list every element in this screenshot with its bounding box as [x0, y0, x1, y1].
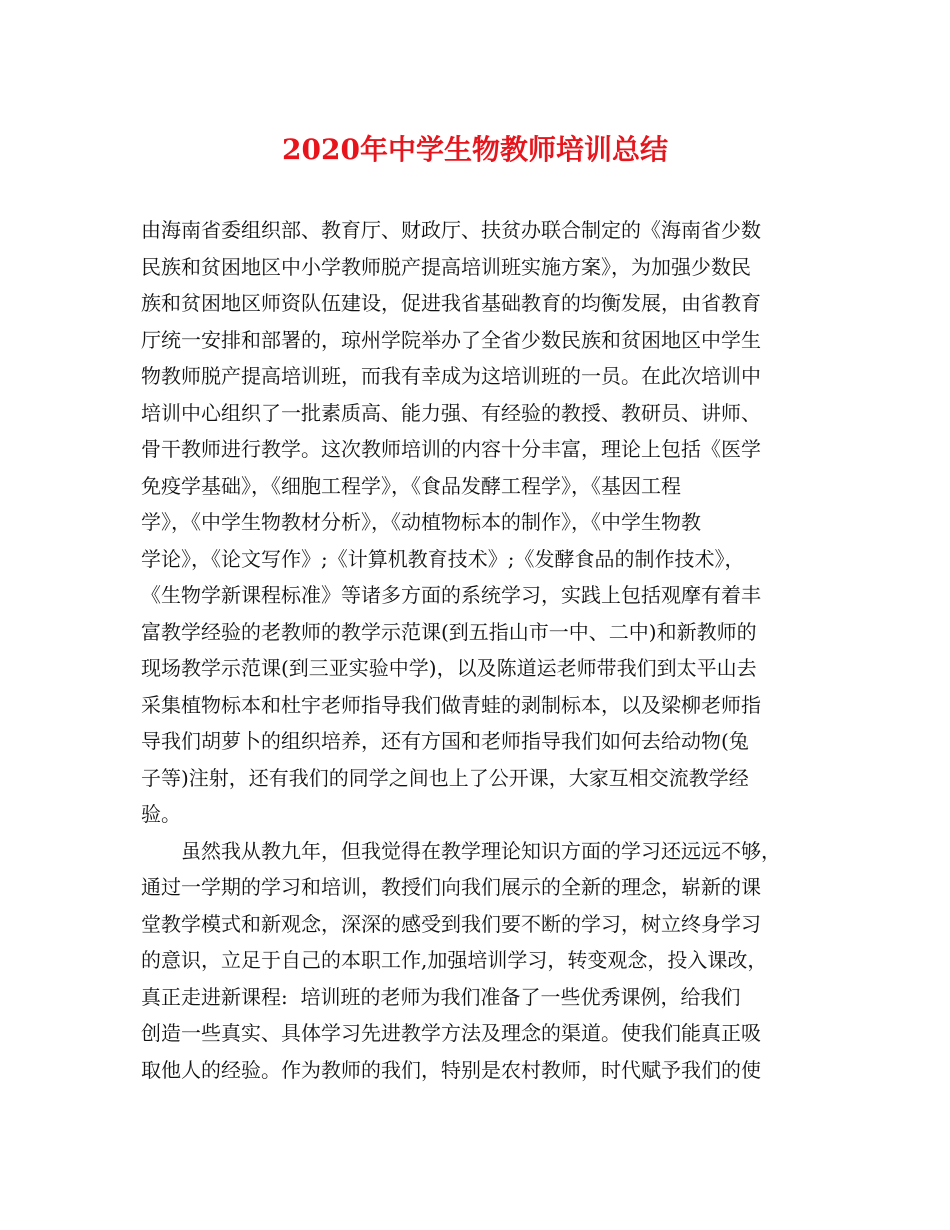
text-line: 虽然我从教九年，但我觉得在教学理论知识方面的学习还远远不够， — [181, 838, 781, 863]
paragraph — [141, 833, 821, 1089]
text-line: 学》，《中学生物教材分析》，《动植物标本的制作》，《中学生物教 — [141, 510, 701, 534]
text-line: 验。 — [141, 802, 181, 826]
text-line: 培训中心组织了一批素质高、能力强、有经验的教授、教研员、讲师、 — [141, 400, 761, 425]
text-line: 免疫学基础》，《细胞工程学》，《食品发酵工程学》，《基因工程 — [141, 473, 681, 498]
text-line: 导我们胡萝卜的组织培养，还有方国和老师指导我们如何去给动物(兔 — [141, 729, 749, 753]
text-line: 物教师脱产提高培训班，而我有幸成为这培训班的一员。在此次培训中 — [141, 364, 761, 388]
document-title: 2020年中学生物教师培训总结 — [282, 133, 668, 166]
document-body — [141, 212, 821, 1088]
text-line: 创造一些真实、具体学习先进教学方法及理念的渠道。使我们能真正吸 — [141, 1021, 761, 1045]
text-line: 现场教学示范课(到三亚实验中学)，以及陈道运老师带我们到太平山去 — [141, 656, 757, 680]
text-line: 采集植物标本和杜宇老师指导我们做青蛙的剥制标本，以及梁柳老师指 — [141, 692, 761, 717]
text-line: 取他人的经验。作为教师的我们，特别是农村教师，时代赋予我们的使 — [141, 1057, 761, 1082]
text-line: 厅统一安排和部署的，琼州学院举办了全省少数民族和贫困地区中学生 — [141, 327, 761, 352]
paragraph — [141, 212, 821, 833]
text-line: 的意识，立足于自己的本职工作,加强培训学习，转变观念，投入课改， — [141, 948, 768, 972]
text-line: 由海南省委组织部、教育厅、财政厅、扶贫办联合制定的《海南省少数 — [141, 218, 761, 242]
text-line: 民族和贫困地区中小学教师脱产提高培训班实施方案》，为加强少数民 — [141, 254, 751, 279]
text-line: 真正走进新课程: 培训班的老师为我们准备了一些优秀课例，给我们 — [141, 984, 741, 1009]
text-line: 骨干教师进行教学。这次教师培训的内容十分丰富，理论上包括《医学 — [141, 437, 761, 461]
text-line: 学论》，《论文写作》;《计算机教育技术》;《发酵食品的制作技术》， — [141, 546, 745, 571]
text-line: 通过一学期的学习和培训，教授们向我们展示的全新的理念，崭新的课 — [141, 875, 761, 899]
text-line: 堂教学模式和新观念，深深的感受到我们要不断的学习，树立终身学习 — [141, 911, 761, 936]
text-line: 《生物学新课程标准》等诸多方面的系统学习，实践上包括观摩有着丰 — [141, 583, 761, 607]
text-line: 族和贫困地区师资队伍建设，促进我省基础教育的均衡发展，由省教育 — [141, 291, 761, 315]
text-line: 富教学经验的老教师的教学示范课(到五指山市一中、二中)和新教师的 — [141, 619, 757, 644]
text-line: 子等)注射，还有我们的同学之间也上了公开课，大家互相交流教学经 — [141, 765, 749, 790]
